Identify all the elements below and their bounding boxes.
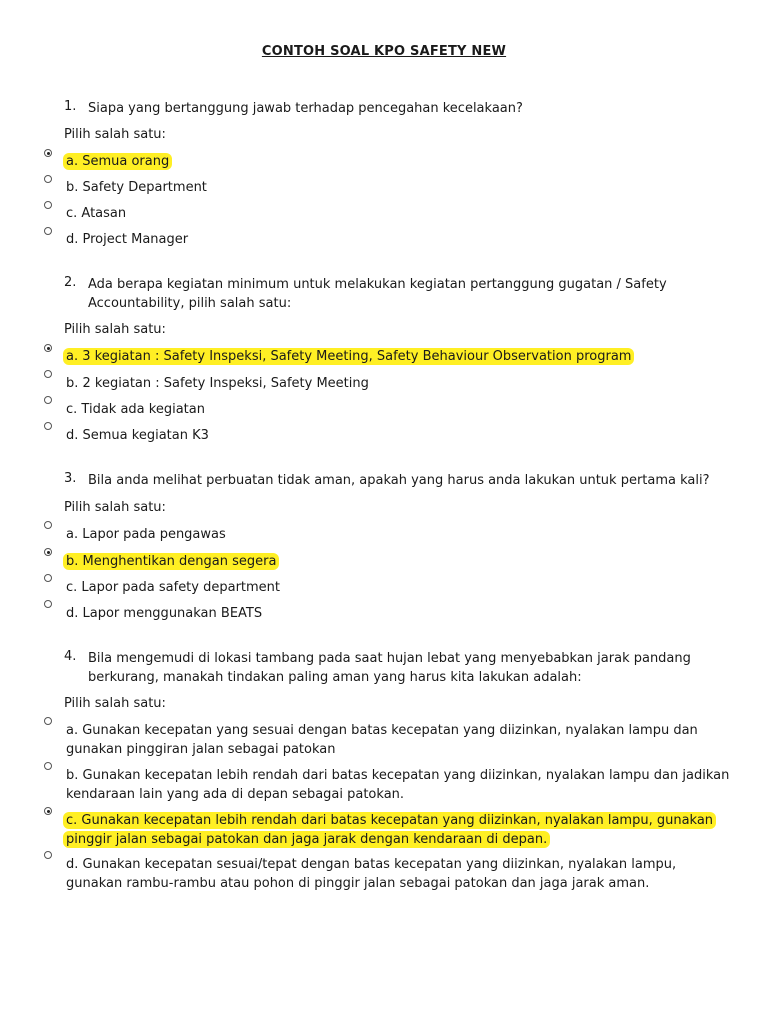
question-number: 2. xyxy=(64,275,77,290)
answer-highlight: a. Semua orang xyxy=(63,153,172,170)
radio-button[interactable] xyxy=(44,370,52,378)
option-d[interactable]: d. Lapor menggunakan BEATS xyxy=(66,606,263,621)
question-number: 4. xyxy=(64,649,77,664)
radio-button[interactable] xyxy=(44,851,52,859)
radio-button[interactable] xyxy=(44,574,52,582)
radio-button[interactable] xyxy=(44,762,52,770)
radio-button[interactable] xyxy=(44,521,52,529)
option-a[interactable]: a. Gunakan kecepatan yang sesuai dengan batas kecepatan yang diizinkan, nyalakan lampu dan gunakan pinggiran jalan sebagai patokan xyxy=(66,723,698,757)
question-number: 1. xyxy=(64,99,77,114)
choose-one-prompt: Pilih salah satu: xyxy=(64,322,166,337)
radio-button[interactable] xyxy=(44,149,52,157)
radio-button[interactable] xyxy=(44,600,52,608)
choose-one-prompt: Pilih salah satu: xyxy=(64,127,166,142)
option-d[interactable]: d. Gunakan kecepatan sesuai/tepat dengan batas kecepatan yang diizinkan, nyalakan lampu, gunakan rambu-rambu atau pohon di pinggir jalan sebagai patokan dan jaga jarak aman. xyxy=(66,857,677,891)
option-d[interactable]: d. Semua kegiatan K3 xyxy=(66,428,209,443)
option-a[interactable] xyxy=(66,152,172,171)
radio-button[interactable] xyxy=(44,227,52,235)
option-a[interactable]: a. Lapor pada pengawas xyxy=(66,527,226,542)
choose-one-prompt: Pilih salah satu: xyxy=(64,500,166,515)
option-c[interactable]: c. Atasan xyxy=(66,206,127,221)
question-text: Ada berapa kegiatan minimum untuk melakukan kegiatan pertanggung gugatan / Safety Accountability, pilih salah satu: xyxy=(88,277,667,311)
radio-button[interactable] xyxy=(44,344,52,352)
question-number: 3. xyxy=(64,471,77,486)
radio-button[interactable] xyxy=(44,175,52,183)
question-text: Bila anda melihat perbuatan tidak aman, apakah yang harus anda lakukan untuk pertama kali? xyxy=(88,473,710,488)
radio-button[interactable] xyxy=(44,548,52,556)
document-title: CONTOH SOAL KPO SAFETY NEW xyxy=(261,44,507,59)
option-c[interactable]: c. Tidak ada kegiatan xyxy=(66,402,205,417)
answer-highlight: a. 3 kegiatan : Safety Inspeksi, Safety Meeting, Safety Behaviour Observation program xyxy=(63,348,634,365)
option-c[interactable] xyxy=(66,811,731,849)
option-c[interactable]: c. Lapor pada safety department xyxy=(66,580,281,595)
question-text: Siapa yang bertanggung jawab terhadap pencegahan kecelakaan? xyxy=(88,101,523,116)
answer-highlight: b. Menghentikan dengan segera xyxy=(63,553,279,570)
option-a[interactable] xyxy=(66,347,634,366)
choose-one-prompt: Pilih salah satu: xyxy=(64,696,166,711)
option-b[interactable]: b. Gunakan kecepatan lebih rendah dari batas kecepatan yang diizinkan, nyalakan lampu dan jadikan kendaraan lain yang ada di depan sebagai patokan. xyxy=(66,768,730,802)
radio-button[interactable] xyxy=(44,422,52,430)
radio-button[interactable] xyxy=(44,807,52,815)
answer-highlight: c. Gunakan kecepatan lebih rendah dari batas kecepatan yang diizinkan, nyalakan lampu, gunakan pinggir jalan sebagai patokan dan jaga jarak dengan kendaraan di depan. xyxy=(63,812,716,848)
radio-button[interactable] xyxy=(44,396,52,404)
option-b[interactable]: b. Safety Department xyxy=(66,180,207,195)
option-b[interactable] xyxy=(66,552,279,571)
question-text: Bila mengemudi di lokasi tambang pada saat hujan lebat yang menyebabkan jarak pandang berkurang, manakah tindakan paling aman yang harus kita lakukan adalah: xyxy=(88,651,691,685)
radio-button[interactable] xyxy=(44,201,52,209)
option-b[interactable]: b. 2 kegiatan : Safety Inspeksi, Safety Meeting xyxy=(66,376,369,391)
radio-button[interactable] xyxy=(44,717,52,725)
option-d[interactable]: d. Project Manager xyxy=(66,232,189,247)
